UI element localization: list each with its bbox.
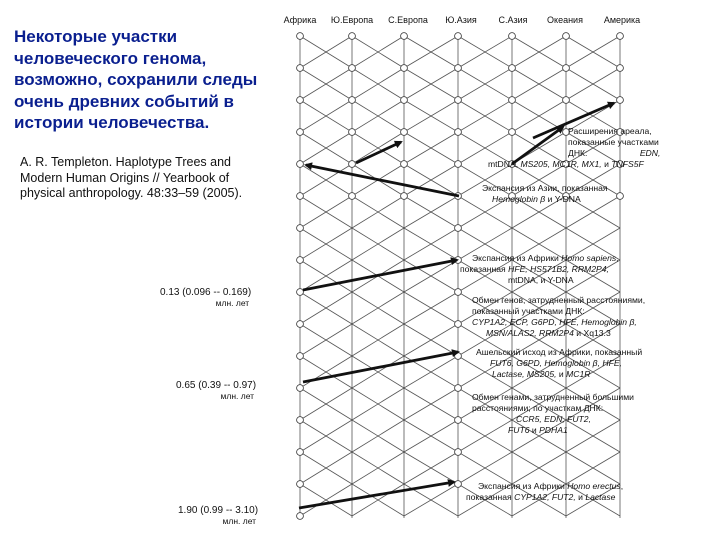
lattice-node (401, 161, 408, 168)
lattice-node (455, 449, 462, 456)
citation: A. R. Templeton. Haplotype Trees and Modern Human Origins // Yearbook of physical anthropology. 48:33–59 (2005). (20, 155, 243, 200)
lattice-node (297, 129, 304, 136)
lattice-node (297, 161, 304, 168)
region-label-n-asia: С.Азия (498, 15, 528, 25)
region-label-s-europe: Ю.Европа (330, 15, 374, 25)
lattice-node (509, 97, 516, 104)
lattice-node (455, 225, 462, 232)
lattice-node (349, 97, 356, 104)
lattice-node (401, 193, 408, 200)
time-marker-0.13: 0.13 (0.096 -- 0.169) млн. лет (160, 287, 252, 308)
lattice-node (297, 481, 304, 488)
arrow-range-expansion-1 (356, 142, 401, 163)
lattice-node (349, 65, 356, 72)
annotation-gene-flow-1: Обмен генов, затрудненный расстояниями, показанный участками ДНК: CYP1A2, ECP, G6PD, HFE, Hemoglobin β, MSN/ALAS2, RRM2P4 и Xq13.3 (472, 295, 646, 338)
lattice-node (455, 33, 462, 40)
lattice-node (563, 65, 570, 72)
lattice-node (297, 385, 304, 392)
region-label-america: Америка (603, 15, 641, 25)
region-label-oceania: Океания (547, 15, 583, 25)
region-label-s-asia: Ю.Азия (445, 15, 477, 25)
time-marker-1.90: 1.90 (0.99 -- 3.10) млн. лет (178, 505, 259, 526)
lattice-node (563, 33, 570, 40)
lattice-node (455, 65, 462, 72)
lattice-node (349, 193, 356, 200)
lattice-node (509, 33, 516, 40)
lattice-node (401, 129, 408, 136)
annotation-acheulean-exodus: Ашельский исход из Африки, показанный FUT6, G6PD, Hemoglobin β, HFE, Lactase, MS205, и MC1R (476, 347, 643, 379)
arrow-acheulean-exodus (303, 352, 458, 382)
lattice-node (509, 129, 516, 136)
lattice-node (297, 33, 304, 40)
lattice-node (455, 97, 462, 104)
annotation-range-expansion: Расширения ареала, показанные участками ДНК: EDN, mtDNA, MS205, MC1R, MX1, и TNFS5F (488, 126, 661, 169)
lattice-node (617, 33, 624, 40)
arrow-sapiens-expansion (303, 260, 457, 290)
arrow-erectus-expansion (299, 482, 454, 508)
lattice-node (349, 33, 356, 40)
slide-title: Некоторые участки человеческого генома, возможно, сохранили следы очень древних событий в истории человечества. (14, 27, 258, 132)
lattice-node (617, 65, 624, 72)
lattice-node (297, 225, 304, 232)
lattice-node (563, 97, 570, 104)
lattice-node (297, 193, 304, 200)
lattice-node (455, 385, 462, 392)
arrow-asia-expansion (306, 165, 459, 196)
lattice-node (297, 513, 304, 520)
annotation-asia-expansion: Экспансия из Азии, показанная Hemoglobin β и Y-DNA (482, 183, 608, 204)
lattice-node (297, 417, 304, 424)
lattice-node (297, 289, 304, 296)
region-label-n-europe: С.Европа (388, 15, 428, 25)
lattice-node (349, 161, 356, 168)
lattice-node (297, 321, 304, 328)
lattice-node (401, 65, 408, 72)
lattice-node (349, 129, 356, 136)
annotation-erectus-expansion: Экспансия из Африки Homo erectus, показанная CYP1A2, FUT2, и Lactase (466, 481, 624, 502)
lattice-node (297, 65, 304, 72)
annotation-sapiens-expansion: Экспансия из Африки Homo sapiens, показанная HFE, HS571B2, RRM2P4, mtDNA, и Y-DNA (460, 253, 619, 285)
lattice-node (297, 97, 304, 104)
region-label-africa: Африка (283, 15, 317, 25)
lattice-node (455, 129, 462, 136)
annotation-gene-flow-2: Обмен генами, затрудненный большими расстояниями; по участкам ДНК: CCR5, EDN, FUT2, FUT6 и PDHA1 (472, 392, 634, 435)
time-marker-0.65: 0.65 (0.39 -- 0.97) млн. лет (176, 380, 257, 401)
lattice-node (401, 97, 408, 104)
lattice-node (617, 97, 624, 104)
lattice-node (297, 257, 304, 264)
lattice-node (297, 449, 304, 456)
lattice-node (297, 353, 304, 360)
lattice-node (509, 65, 516, 72)
lattice-node (401, 33, 408, 40)
lattice-node (455, 161, 462, 168)
